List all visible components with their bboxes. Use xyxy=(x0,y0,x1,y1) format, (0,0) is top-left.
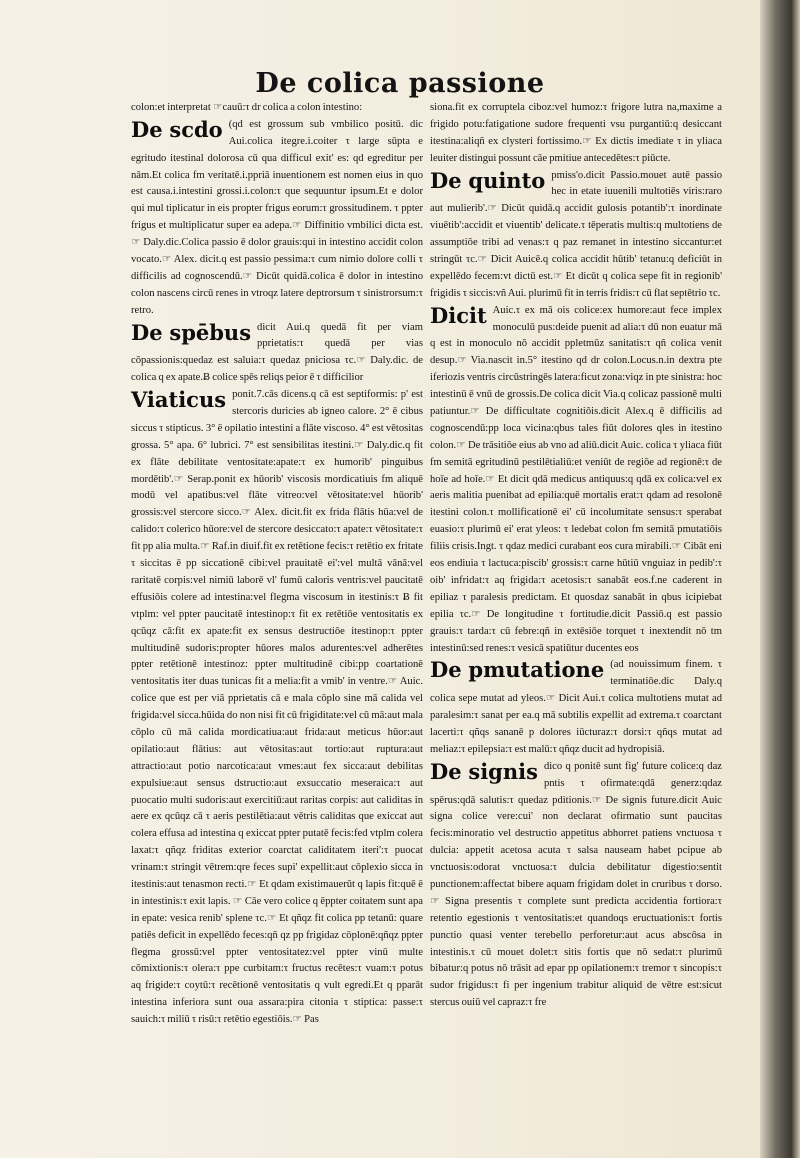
section-heading: De pmutatione xyxy=(430,657,605,683)
text-section xyxy=(430,657,722,758)
section-heading: Viaticus xyxy=(131,387,227,413)
section-body-text: siona.fit ex corruptela ciboz:vel humoz:τ frigore lutra na,maxime a frigido potu:fatigatione sudore frequenti vsu purgantiū:q desiccant itestina:aliqñ ex clysteri fortissimo.☞ Ex dictis imediate τ in yliaca leuiter distingui possunt cāe pmitiue antecedētes:τ piūcte. xyxy=(430,102,722,164)
text-section xyxy=(131,320,423,388)
section-body-text: (ad nouissimum finem. τ terminatiōe.dic Daly.q colica sepe mutat ad yleos.☞ Dicit Aui.τ colica multotiens mutat ad paralesim:τ sanat per ea.q mā subtilis expellit ad extrema.τ coarctant lacerti:τ qñqs sananē p dolores iūcturaz:τ dorsi:τ qñqs mutat ad meliaz:τ epilepsia:τ est malū:τ qñqz ducit ad hydropisiā. xyxy=(430,659,722,755)
left-text-column xyxy=(131,100,423,1029)
section-heading: De quinto xyxy=(430,167,546,193)
text-section xyxy=(430,759,722,1012)
text-section xyxy=(430,303,722,658)
section-heading: De signis xyxy=(430,758,538,784)
section-body-text: dico q ponitē sunt fig' future colice:q daz pntis τ ofirmate:qdā generz:qdaz spērus:qdā salutis:τ quedaz pditionis.☞ De signis future.dicit Auic signa colice vere:cui' non declarat ofirmatio sunt paucitas fecis:minoratio vel destructio appetitus abhorret patiens vnctuosa τ dulcia: appetit acetosa acuta τ salsa nauseam habet pcipue ab vnctuosis:odorat vnctuosa:τ dulcia debilitatur digestio:sentit punctionem:affectat bibere aquam frigidam dolet in cruribus τ dorso.☞ Signa presentis τ complete sunt predicta accidentia fortiora:τ retentio egestionis τ ventositatis:et quandoqs eructuationis:τ fortis punctio quasi venter terebello perforetur:aut acus abscōsa in intestinis.τ cū mouet dolet:τ sitis fortis que nō sedat:τ plurimū bibatur:q potus nō trāsit ad epar pp opilationem:τ tremor τ sincopis:τ sudor frigidus:τ fi per ingenium trabitur aliquid de vētre est:sicut stercus ouiū vel capraz:τ fre xyxy=(430,760,722,1009)
section-body-text: ponit.7.cās dicens.q cā est septiformis: p' est stercoris duricies ab igneo calore. 2° ē cibus siccus τ stipticus. 3° ē opilatio intestini a flāte viscoso. 4° est vētositas grossa. 5° apa. 6° lubrici. 7° est sensibilitas itestini.☞ Daly.dic.q fit ex flāte debilitate ventositate:apate:τ ex humorib' pinguibus mordētib'.☞ Serap.ponit ex hūorib' viscosis mordicatiuis fm aliquē modū vel apatibus:vel flāte vitreo:vel vētositate:vel hūorib' grossis:vel stercore sicco.☞ Alex. dicit.fit ex frida flātis hūa:vel de calido:τ colerico hūore:vel de stercore desiccato:τ apate:τ vētositate:τ fit pp alia multa.☞ Raf.in diuif.fit ex retētione fecis:τ retētio ex fritate τ siccitas ē pp siccationē cibi:vel prauitatē ei':vel multā vānā:vel raritatē corpis:vel nimiū laborē vl' fumū caloris ventris:vel paucitatē effusiōis colere ad intestina:vel flegma viscosum in itestinis:τ Ƀ fit vtplm: vel ppter paucitatē intestinop:τ fit ex retētiōe ventositatis ex qcūqz cā:fit ex apate:fit ex sensus destructiōe itestinop:τ ppter multitudinē sudoris:propter hūores malos adurentes:vel adherētes ppter retētionē intestinoz: ppter multitudinē cibi:pp coartationē ventositatis iter duas tunicas fit a melia:fit a vmib' in ventre.☞ Auic. colice que est per viā pprietatis cā e mala cōplo sine mā calida vel frigida:vel sicca.hūida do non nisi fit cū frigiditate:vel cū mā:aut mala cōplo cū mā calida mordicatiua:aut frida:aut meticus hūor:aut opilatio:aut flātius: aut vētositas:aut tortio:aut ruptura:aut attractio:aut potio narcotica:aut vmes:aut fex sicca:aut debilitas expulsiue:aut sensus dstructio:aut exsuccatio meseraica:τ aut puocatio multi sudoris:aut exercitiū:aut raritas corpis: aut caliditas in aere ex qcūqz cā τ aeris pestilētia:aut vētris caliditas que exiccat aut colera effusa ad intestina q exiccat ppter putatē fecis:fed vtplm colera laxat:τ qñqz friditas exterior coarctat caliditatem iteri':τ puocat vrinam:τ stringit vētrem:qre feces supi' expellit:aut cōplexio sicca in itestinis:aut tenasmon recti.☞ Et qdam existimauerūt q lapis fit:quē ē in intestinis:τ exit lapis. ☞ Cāe vero colice q ēppter coitatem sunt apa in epate: vesica renib' splene τc.☞ Et qñqz fit colica pp tetanū: quare patiēs deficit in expellēdo feces:qñ qz pp frigidaz cōplonē:qñqz ppter flegma grossū:vel ppter ventositatez:vel ppter vinū multe cōmixtionis:τ olera:τ ppe curbitam:τ fructus recētes:τ vuam:τ potus aq frigide:τ coytū:τ recētionē ventositatis q vult egredi.Et q pparāt intestina inferiora sunt oua assara:pira citonia τ stiptica: passe:τ sauich:τ miliū τ risū:τ retētio egestiōis.☞ Pas xyxy=(131,389,423,1026)
facing-page-edge xyxy=(791,0,800,1158)
section-body-text: Auic.τ ex mā ois colice:ex humore:aut fece implex monoculū pus:deide puenit ad alia:τ dū non euatur mā q est in monoculo nō accidit ppletmūz sanitatis:τ qñ colica venit desup.☞ Via.nascit in.5° itestino qd dr colon.Locus.n.in dextra pte iferiozis ventris circūstringēs latera:ficut zona:viqz in pte sinistra: hoc intestinū ē vnū de grossis.De colica dicit Via.q colicaz passionē multi patiuntur.☞ De difficultate cognitiōis.dicit Alex.q ē difficilis ad cognoscendū:pp loca vicina:qbus tales fiūt dolores qles in itestino colon.☞ De trāsitiōe eius ab vno ad aliū.dicit Auic. colica τ yliaca fiūt fm semitā egritudinū pestilētialiū:et veniūt de regiōe ad regionē:τ de hoīe ad hoīe.☞ Et dicit qdā medicus antiquus:q qdā ex colica:vel ex aeris malitia puenibat ad epilia:quē mortalis erat:τ qdam ad resolonē itestini colon.τ mollificationē ei' cū incolumitate sensus:τ sperabat euasio:τ plurimū ei' erat yleos: τ ledebat colon fm semitā pmutatiōis filiis crisis.Ingt. τ qdaz medici curabant eos cura mirabili.☞ Cibāt eni eos endiuia τ lactuca:piscib' grossis:τ carne hūtiū vnguiaz in pedib':τ oib' infridat:τ aq frigida:τ acetosis:τ sanabāt eos.f.ne caderent in epiliaz τ paralesis predictam. Et quosdaz sanabāt in qbus icipiebat epilia τc.☞ De longitudine τ fortitudie.dicit Passiō.q est passio grauis:τ tarda:τ cū febre:qñ in extēsiōe torquet τ inextendit nō tm intestinū:sed renes:τ vesicā spatiūtur ducentes eos xyxy=(430,304,722,654)
section-body-text: pmiss'o.dicit Passio.mouet autē passio hec in etate iuuenili multotiēs viris:raro aut mulierib'.☞ Dicūt quidā.q accidit gulosis potantib':τ inordinate viuētib':accidit et viuentib' delicate.τ tēperatis multis:q multotiens de assumptiōe tribi ad venas:τ q paz remanet in intestino siccantur:et stringūt τc.☞ Dicit Auicē.q colica accidit hūtib' tetanu:q deficiūt in expellēdo fecem:vt dictū est.☞ Et dicūt q colica sepe fit in regionib' frigidis τ siccis:vñ Aui. plurimū fit in terris fridis:τ cū flat septētrio τc. xyxy=(430,169,722,299)
right-text-column xyxy=(430,100,722,1012)
text-section xyxy=(131,100,423,117)
section-body-text: colon:et interpretat ☞cauū:τ dr colica a colon intestino: xyxy=(131,102,363,113)
running-head: De colica passione xyxy=(255,68,545,99)
section-heading: De scdo xyxy=(131,116,223,142)
section-body-text: dicit Aui.q quedā fit per viam pprietatis:τ quedā per vias cōpassionis:quedaz est saluia:τ quedaz pniciosa τc.☞ Daly.dic. de colica q ex apate.Ƀ colice spēs reliqs peior ē τ difficilior xyxy=(131,321,423,384)
section-heading: De spēbus xyxy=(131,319,252,345)
text-section xyxy=(430,168,722,303)
section-heading: Dicit xyxy=(430,302,487,328)
text-section xyxy=(430,100,722,168)
section-body-text: (qd est grossum sub vmbilico positū. dic Aui.colica itegre.i.coiter τ large sūpta e egritudo itestinal dolorosa cū qua difficul exit' es: qd egreditur per nām.Et colica fm veritatē.i.ppriā inuentionem est nomen eius in quo est causa.i.intestini grossi.i.colon:τ que sequuntur ipsum.Et e dolor qui mul tiplicatur in eis propter frigus eorum:τ grossitudinem. τ ppter frigus et multiplicatur super ea adepa.☞ Diffinitio vmbilici dicta est.☞ Daly.dic.Colica passio ē dolor grauis:qui in intestino accidit colon vocato.☞ Alex. dicit.q est passio pessima:τ cum nimio dolore colli τ difficilis ad cognoscendū.☞ Dicūt quidā.colica ē dolor in intestino colon nascens circū renes in vtroqz latere deptrorsum τ sinistrorsum:τ retro. xyxy=(131,118,423,316)
text-section xyxy=(131,117,423,320)
text-section xyxy=(131,387,423,1029)
